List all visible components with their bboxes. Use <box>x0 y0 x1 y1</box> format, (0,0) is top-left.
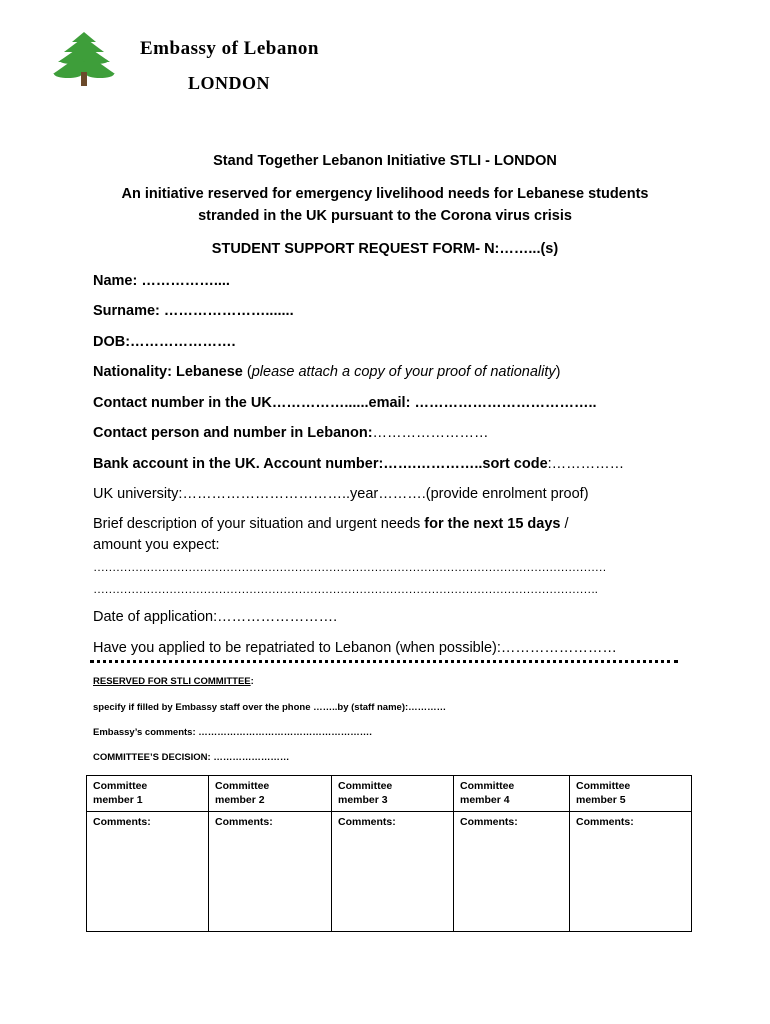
committee-table <box>86 775 692 932</box>
nationality-paren-close: ) <box>555 364 561 380</box>
nationality-note: please attach a copy of your proof of nationality <box>251 364 556 380</box>
embassy-city: LONDON <box>188 73 271 93</box>
form-title: STUDENT SUPPORT REQUEST FORM- N:……...(s) <box>211 241 559 257</box>
surname-field[interactable]: Surname: …………………....... <box>93 303 294 319</box>
brief-line-2: amount you expect: <box>93 537 220 553</box>
date-of-application-field[interactable]: Date of application:……………………. <box>93 609 338 625</box>
committee-member-5-comments[interactable]: Comments: <box>570 812 692 932</box>
committee-member-2-comments[interactable]: Comments: <box>209 812 332 932</box>
cedar-tree-icon <box>52 30 116 88</box>
purpose-line-2: stranded in the UK pursuant to the Corona virus crisis <box>198 208 572 224</box>
committee-decision-line: COMMITTEE’S DECISION: …………………… <box>93 752 290 763</box>
contact-lebanon-field[interactable] <box>93 425 489 441</box>
committee-member-4-header: Committee member 4 <box>454 776 570 812</box>
dob-field[interactable]: DOB:…………………. <box>93 334 236 350</box>
committee-member-2-header: Committee member 2 <box>209 776 332 812</box>
committee-comments-row <box>87 812 692 932</box>
staff-specify-line: specify if filled by Embassy staff over the phone ……..by (staff name):………… <box>93 702 447 713</box>
committee-member-3-comments[interactable]: Comments: <box>332 812 454 932</box>
repatriation-field[interactable]: Have you applied to be repatriated to Lebanon (when possible):…………………… <box>93 640 617 656</box>
brief-start: Brief description of your situation and urgent needs <box>93 516 425 532</box>
contact-lebanon-dots: …………………… <box>372 425 489 441</box>
section-divider <box>90 660 678 663</box>
committee-member-4-comments[interactable]: Comments: <box>454 812 570 932</box>
nationality-field <box>93 364 560 380</box>
answer-dots-line-2[interactable]: ……………………………………………………………………………………………………………………. <box>93 582 598 596</box>
contact-lebanon-label: Contact person and number in Lebanon: <box>93 425 373 441</box>
committee-member-5-header: Committee member 5 <box>570 776 692 812</box>
reserved-colon: : <box>250 676 254 687</box>
embassy-name: Embassy of Lebanon <box>140 38 319 59</box>
name-field[interactable]: Name: …………….... <box>93 273 230 289</box>
committee-header-row <box>87 776 692 812</box>
bank-account-label: Bank account in the UK. Account number:…….…………..sort code <box>93 456 548 472</box>
contact-uk-field[interactable]: Contact number in the UK……………......email: ……………………………….. <box>93 395 597 411</box>
sort-code-dots: :…………… <box>547 456 625 472</box>
nationality-paren-open: ( <box>242 364 252 380</box>
bank-account-field[interactable] <box>93 456 624 472</box>
embassy-comments-line: Embassy’s comments: ………………………………………………. <box>93 727 372 738</box>
committee-member-1-comments[interactable]: Comments: <box>87 812 209 932</box>
nationality-label: Nationality: Lebanese <box>93 364 243 380</box>
committee-member-3-header: Committee member 3 <box>332 776 454 812</box>
brief-bold: for the next 15 days <box>424 516 561 532</box>
initiative-title: Stand Together Lebanon Initiative STLI - LONDON <box>213 153 557 169</box>
university-field[interactable]: UK university:……………………………..year……….(provide enrolment proof) <box>93 486 589 502</box>
brief-description-field <box>93 516 569 532</box>
committee-member-1-header: Committee member 1 <box>87 776 209 812</box>
purpose-line-1: An initiative reserved for emergency livelihood needs for Lebanese students <box>121 186 649 202</box>
reserved-label: RESERVED FOR STLI COMMITTEE <box>93 676 251 687</box>
reserved-heading <box>93 676 254 687</box>
brief-end: / <box>560 516 569 532</box>
answer-dots-line-1[interactable]: ……………………………………………………………………………………………………………………… <box>93 560 607 574</box>
